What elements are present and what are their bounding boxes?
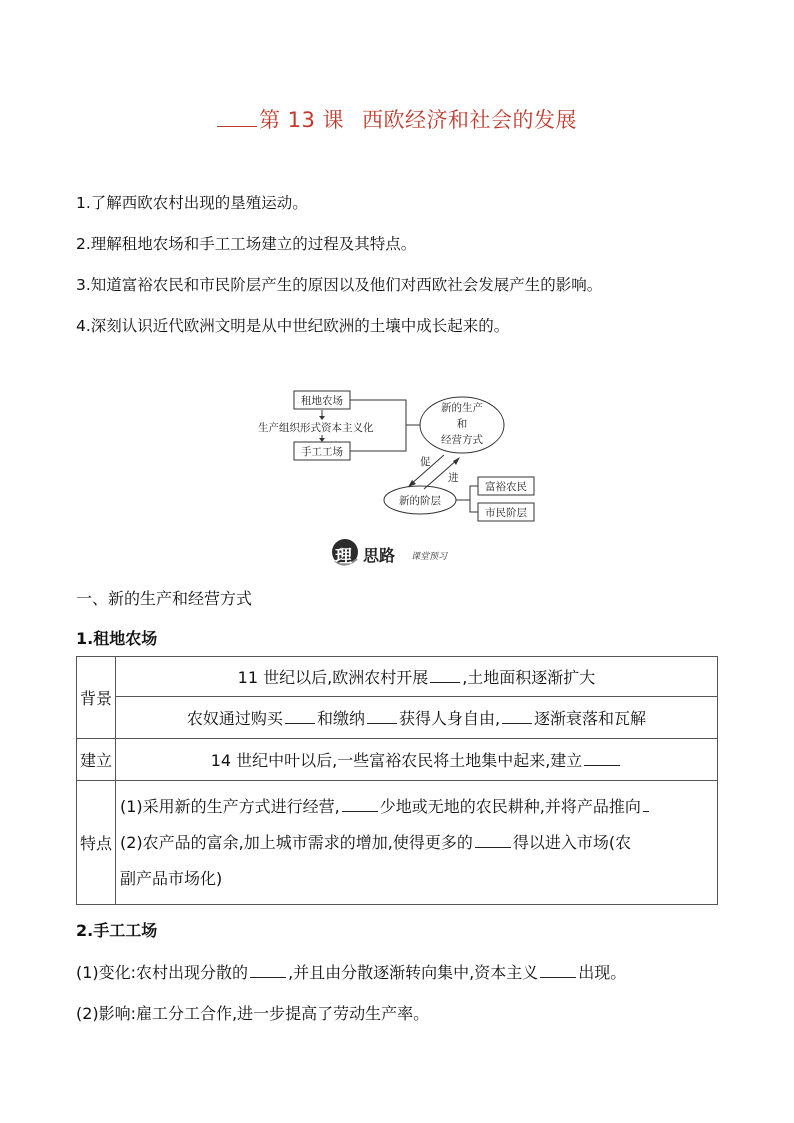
bg-label: 背景: [77, 657, 116, 739]
feat-line-3: 副产品市场化): [120, 868, 223, 888]
workshop-label: 手工工场: [301, 446, 343, 458]
badge-char: 理: [335, 547, 352, 567]
objective-1: 1.了解西欧农村出现的垦殖运动。: [76, 194, 308, 212]
table-row: [77, 781, 718, 905]
farm-label: 租地农场: [301, 395, 343, 407]
svg-text:和: 和: [456, 418, 468, 430]
feat-line-1: (1)采用新的生产方式进行经营, 少地或无地的农民耕种,并将产品推向: [120, 789, 713, 825]
heading-workshop: 2.手工工场: [76, 921, 158, 940]
promote-2: 进: [448, 472, 459, 484]
feat-line-2: (2)农产品的富余,加上城市需求的增加,使得更多的 得以进入市场(农: [120, 832, 632, 852]
capitalism-label: 生产组织形式资本主义化: [258, 422, 374, 434]
answer-blank[interactable]: [643, 797, 649, 812]
title-blank: [217, 108, 257, 127]
table-row: [77, 657, 718, 697]
burghers-label: 市民阶层: [485, 507, 527, 519]
rich-farmers-label: 富裕农民: [485, 481, 527, 493]
bg-cell-1: 11 世纪以后,欧洲农村开展 ,土地面积逐渐扩大: [116, 657, 718, 697]
new-class-label: 新的阶层: [399, 495, 441, 507]
answer-blank[interactable]: [285, 709, 315, 724]
table-row: [77, 739, 718, 781]
answer-blank[interactable]: [367, 709, 397, 724]
answer-blank[interactable]: [540, 963, 576, 978]
est-cell: 14 世纪中叶以后,一些富裕农民将土地集中起来,建立: [116, 739, 718, 781]
objective-4: 4.深刻认识近代欧洲文明是从中世纪欧洲的土壤中成长起来的。: [76, 317, 510, 335]
objective-3: 3.知道富裕农民和市民阶层产生的原因以及他们对西欧社会发展产生的影响。: [76, 276, 603, 294]
promote-1: 促: [420, 456, 431, 468]
est-label: 建立: [77, 739, 116, 781]
section-title: 一、新的生产和经营方式: [76, 589, 253, 608]
feat-label: 特点: [77, 781, 116, 905]
lesson-name: 西欧经济和社会的发展: [362, 108, 578, 132]
answer-blank[interactable]: [502, 709, 532, 724]
svg-text:新的生产: 新的生产: [441, 402, 483, 414]
lesson-number: 第 13 课: [258, 108, 345, 132]
badge-sub: 课堂预习: [411, 552, 448, 562]
feat-cell: [116, 781, 718, 905]
table-row: [77, 697, 718, 739]
answer-blank[interactable]: [584, 751, 620, 766]
objective-2: 2.理解租地农场和手工工场建立的过程及其特点。: [76, 235, 417, 253]
bg-cell-2: 农奴通过购买 和缴纳 获得人身自由, 逐渐衰落和瓦解: [116, 697, 718, 739]
answer-blank[interactable]: [342, 797, 378, 812]
workshop-effect: (2)影响:雇工分工合作,进一步提高了劳动生产率。: [76, 1004, 430, 1023]
farm-table: [76, 656, 718, 905]
heading-farm: 1.租地农场: [76, 629, 158, 648]
answer-blank[interactable]: [475, 833, 511, 848]
svg-text:经营方式: 经营方式: [441, 434, 483, 446]
workshop-change: (1)变化:农村出现分散的 ,并且由分散逐渐转向集中,资本主义 出现。: [76, 963, 627, 982]
lesson-title: [0, 104, 794, 134]
answer-blank[interactable]: [430, 668, 460, 683]
answer-blank[interactable]: [250, 963, 286, 978]
badge-text: 思路: [363, 546, 396, 565]
section-badge: [331, 537, 465, 567]
concept-diagram: [250, 385, 550, 535]
